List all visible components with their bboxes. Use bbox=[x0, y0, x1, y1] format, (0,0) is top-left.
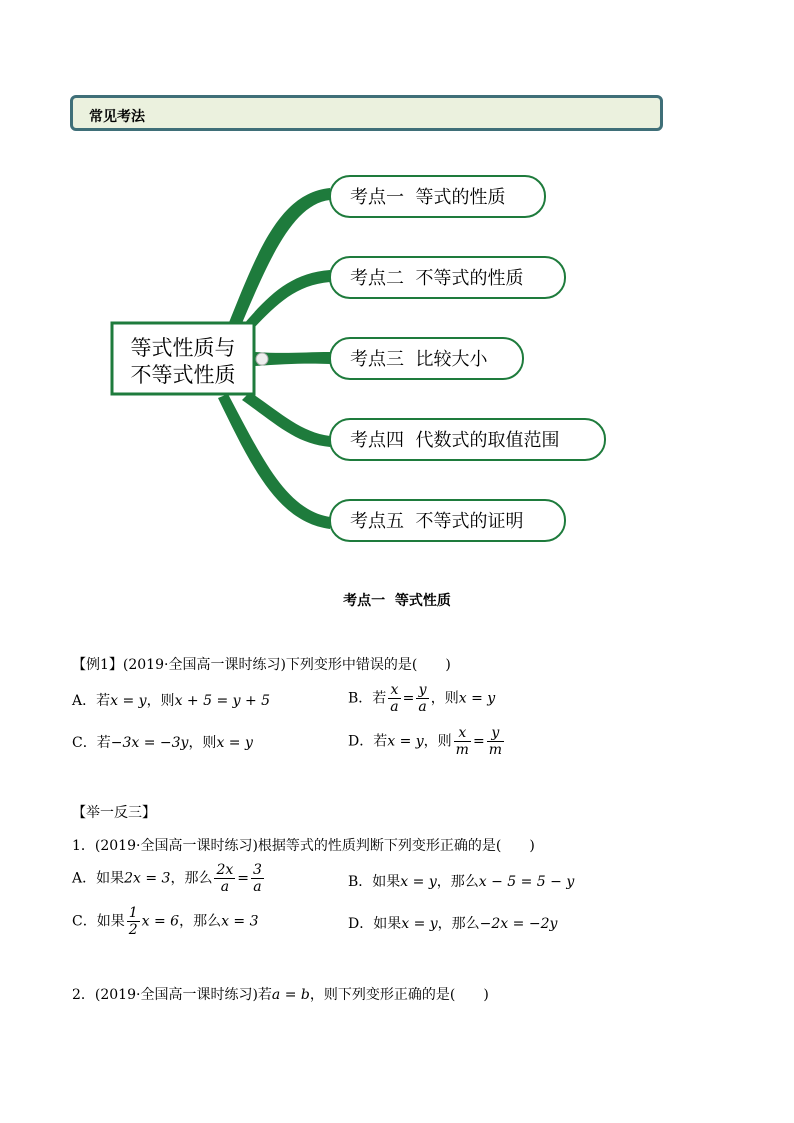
question-2-stem: 2．(2019·全国高一课时练习)若a = b，则下列变形正确的是( ) bbox=[72, 987, 489, 1003]
example-1-option-c: C．若−3x = −3y，则x = y bbox=[72, 735, 253, 751]
example-1-option-d: D．若x = y，则 $\frac{x}{m}$ = $\frac{y}{m}$ bbox=[348, 725, 502, 758]
mindmap-node-3 bbox=[330, 338, 523, 379]
section-header-title: 常见考法 bbox=[89, 109, 145, 125]
example-1-stem: 【例1】(2019·全国高一课时练习)下列变形中错误的是( ) bbox=[72, 657, 451, 673]
node-label-3: 考点三 比较大小 bbox=[350, 349, 488, 370]
branch-1 bbox=[228, 188, 330, 328]
node-label-2: 考点二 不等式的性质 bbox=[350, 268, 524, 289]
branch-4 bbox=[242, 392, 330, 447]
node-label-5: 考点五 不等式的证明 bbox=[350, 511, 524, 532]
practice-header: 【举一反三】 bbox=[72, 805, 156, 821]
mindmap-center-node bbox=[112, 323, 254, 394]
example-1-option-b: B．若 $\frac{x}{a}$ = $\frac{y}{a}$ ，则x = y bbox=[348, 682, 496, 715]
example-1-option-a: A．若x = y，则x + 5 = y + 5 bbox=[72, 693, 271, 709]
center-line-1: 等式性质与 bbox=[130, 336, 236, 360]
mindmap-node-2 bbox=[330, 257, 565, 298]
mindmap-node-5 bbox=[330, 500, 565, 541]
mindmap-node-4 bbox=[330, 419, 605, 460]
node-label-4: 考点四 代数式的取值范围 bbox=[350, 430, 560, 451]
question-1-stem: 1．(2019·全国高一课时练习)根据等式的性质判断下列变形正确的是( ) bbox=[72, 838, 535, 854]
center-line-2: 不等式性质 bbox=[130, 363, 236, 387]
mindmap-hub-dot bbox=[256, 353, 268, 365]
question-1-option-c: C．如果 $\frac{1}{2}$ x = 6，那么x = 3 bbox=[72, 905, 259, 938]
mindmap-node-1 bbox=[330, 176, 545, 217]
question-1-option-b: B．如果x = y，那么x − 5 = 5 − y bbox=[348, 874, 575, 890]
node-label-1: 考点一 等式的性质 bbox=[350, 187, 506, 208]
section-title: 考点一 等式性质 bbox=[343, 593, 451, 609]
question-1-option-a: A．如果2x = 3，那么 $\frac{2x}{a}$ = $\frac{3}{a}$ bbox=[72, 862, 262, 895]
question-1-option-d: D．如果x = y，那么−2x = −2y bbox=[348, 916, 558, 932]
